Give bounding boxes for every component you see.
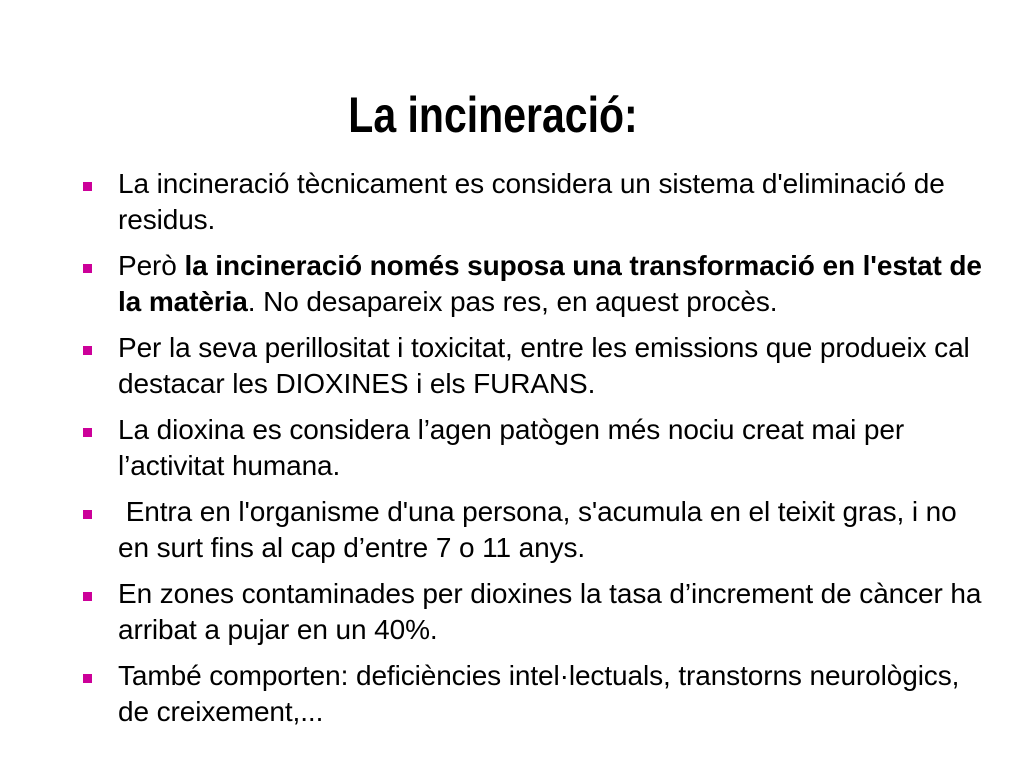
square-bullet-icon [83, 346, 92, 355]
bullet-text: Entra en l'organisme d'una persona, s'acumula en el teixit gras, i no en surt fins al cap d’entre 7 o 11 anys. [118, 496, 965, 563]
bullet-item [78, 658, 988, 730]
bullet-item [78, 330, 988, 402]
bullet-text: També comporten: deficiències intel·lectuals, transtorns neurològics, de creixement,... [118, 660, 960, 727]
bullet-text-after: . No desapareix pas res, en aquest procès. [247, 286, 778, 317]
bullet-list [78, 166, 988, 740]
square-bullet-icon [83, 510, 92, 519]
square-bullet-icon [83, 592, 92, 601]
square-bullet-icon [83, 182, 92, 191]
square-bullet-icon [83, 428, 92, 437]
bullet-text: En zones contaminades per dioxines la tasa d’increment de càncer ha arribat a pujar en un 40%. [118, 578, 982, 645]
bullet-item [78, 248, 988, 320]
bullet-text: La incineració tècnicament es considera un sistema d'eliminació de residus. [118, 168, 945, 235]
square-bullet-icon [83, 674, 92, 683]
bullet-text: La dioxina es considera l’agen patògen més nociu creat mai per l’activitat humana. [118, 414, 905, 481]
bullet-text: Per la seva perillositat i toxicitat, entre les emissions que produeix cal destacar les DIOXINES i els FURANS. [118, 332, 970, 399]
bullet-item [78, 166, 988, 238]
bullet-item [78, 494, 988, 566]
bullet-text-bold: la incineració només suposa una transformació en l'estat de la matèria [118, 250, 982, 317]
square-bullet-icon [83, 264, 92, 273]
bullet-item [78, 576, 988, 648]
bullet-text-before: Però [118, 250, 185, 281]
bullet-item [78, 412, 988, 484]
slide-title: La incineració: [348, 87, 638, 143]
